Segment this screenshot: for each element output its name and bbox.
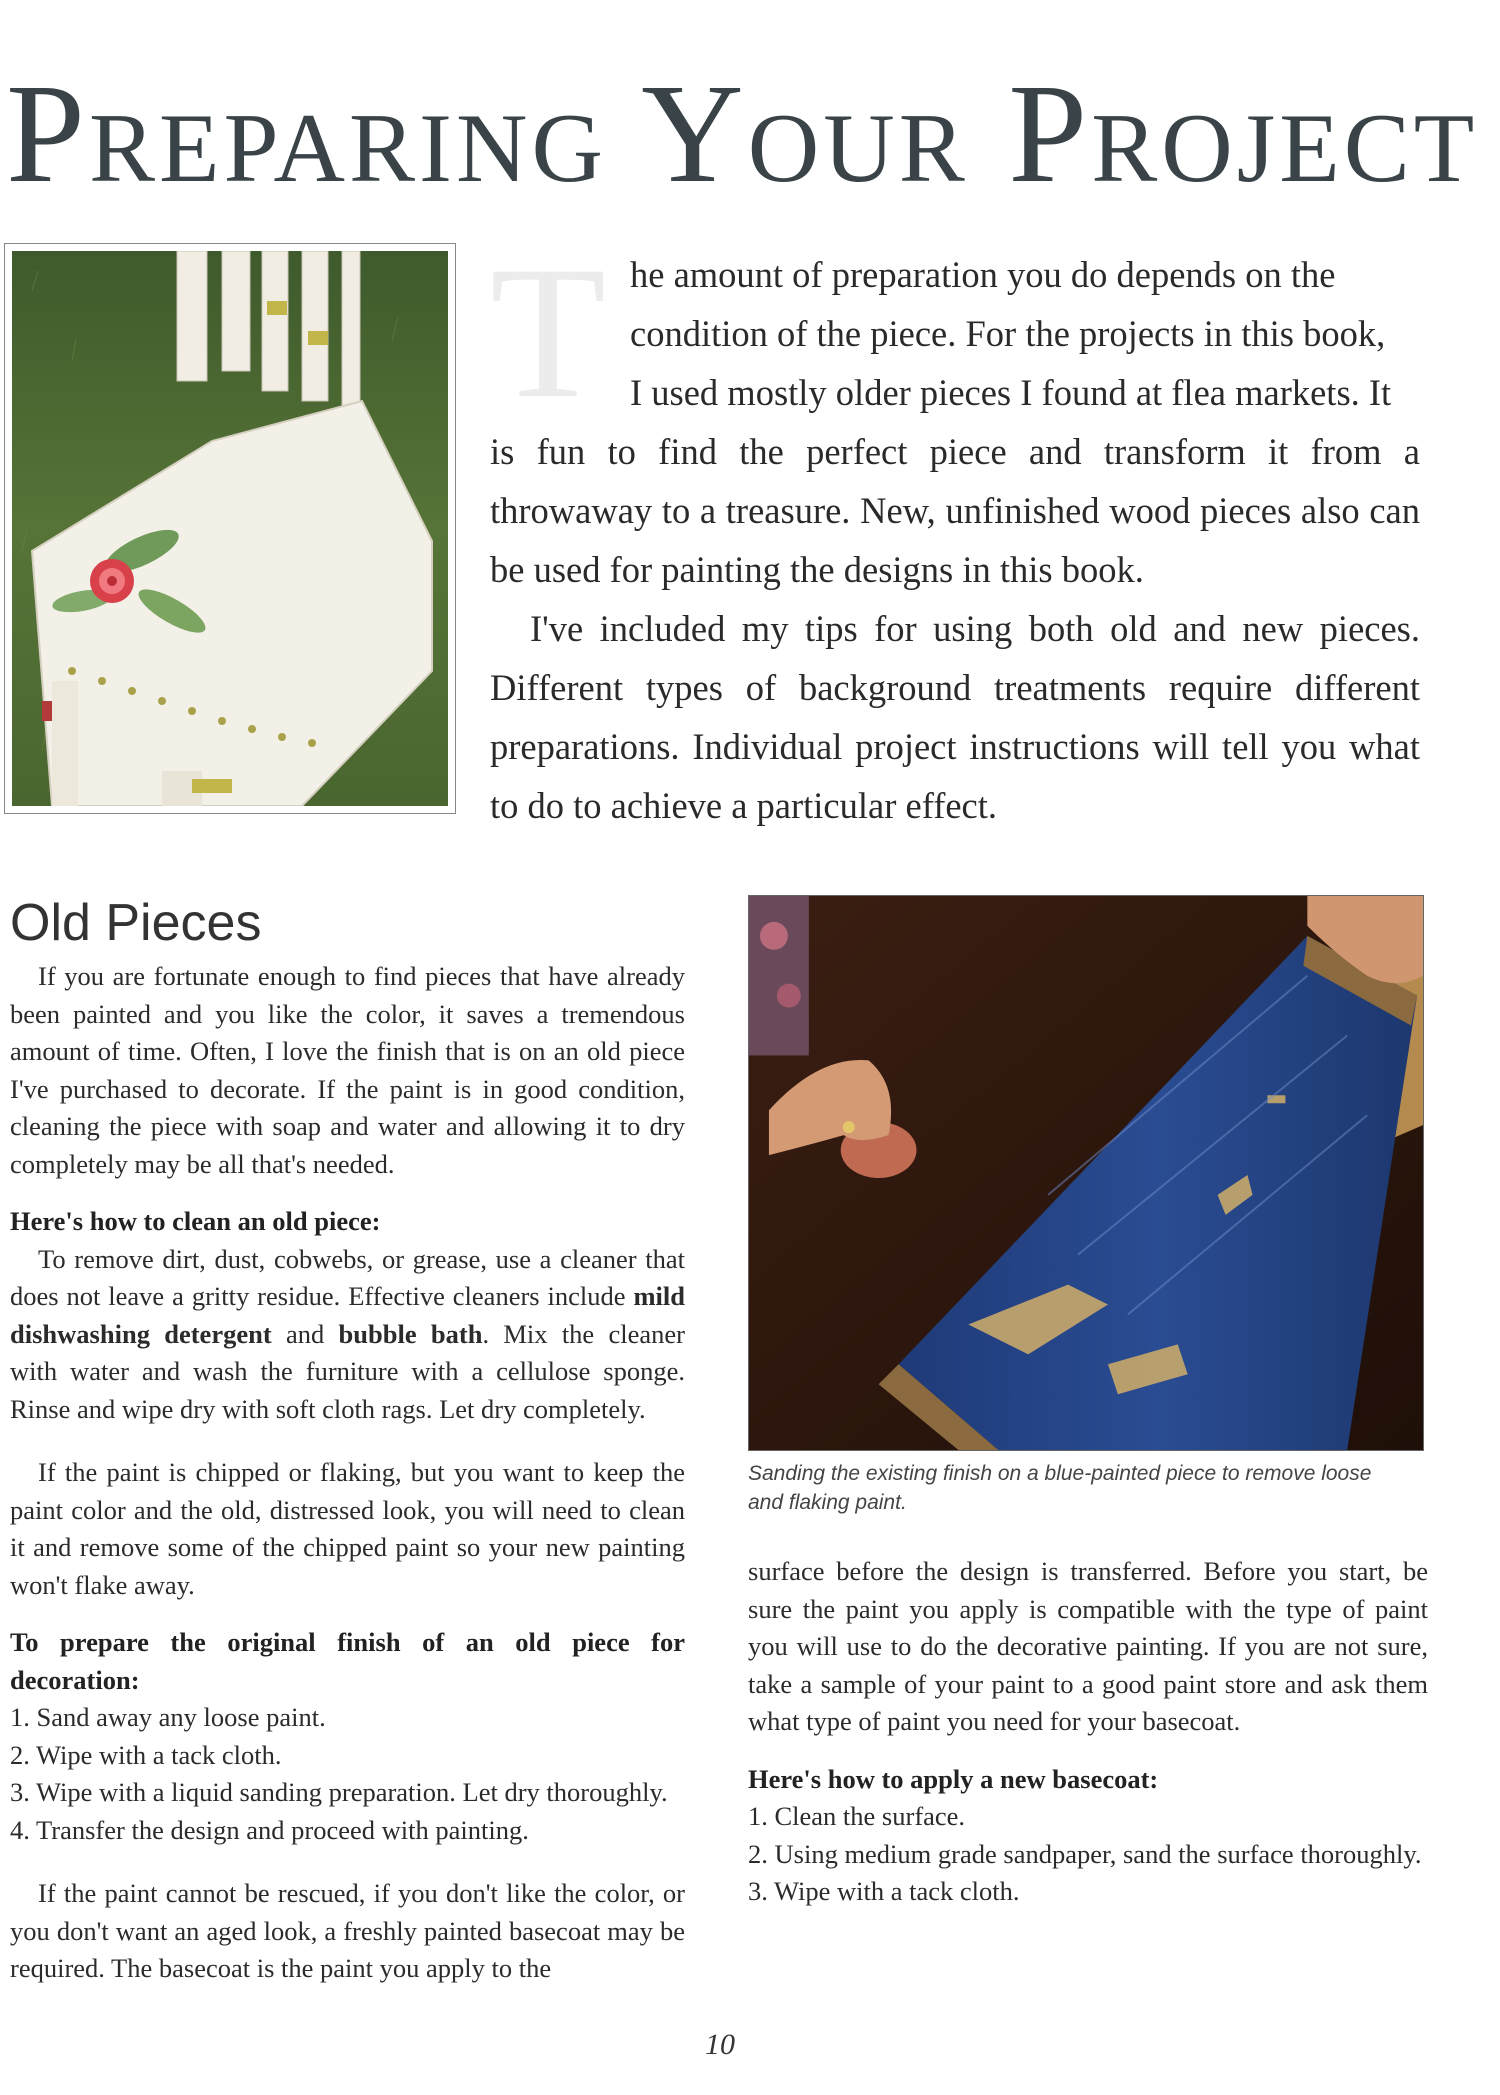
list-item: 4. Transfer the design and proceed with painting.	[10, 1814, 529, 1845]
sanding-photo	[748, 895, 1424, 1451]
old-pieces-paragraph-1: If you are fortunate enough to find pieces that have already been painted and you like the color, it saves a tremendous amount of time. Often, I love the finish that is on an old piece I've purchased to decorate. If the paint is in good condition, cleaning the piece with soap and water and allowing it to dry completely may be all that's needed.	[10, 961, 685, 1179]
old-pieces-paragraph-5: If the paint cannot be rescued, if you don't like the color, or you don't want an aged look, a freshly painted basecoat may be required. The basecoat is the paint you apply to the	[10, 1878, 685, 1984]
intro-line-3: I used mostly older pieces I found at flea markets. It	[630, 372, 1392, 413]
section-heading-old-pieces: Old Pieces	[10, 894, 262, 952]
intro-paragraph-2: I've included my tips for using both old and new pieces. Different types of background treatments require different preparations. Individual project instructions will tell you what to do to achieve a particular effect.	[490, 608, 1420, 826]
list-item: 2. Wipe with a tack cloth.	[10, 1739, 282, 1770]
clean-heading: Here's how to clean an old piece:	[10, 1206, 381, 1237]
intro-line-1: he amount of preparation you do depends on the	[630, 254, 1336, 295]
prepare-heading: To prepare the original finish of an old piece for decoration:	[10, 1627, 685, 1695]
bold-bubble-bath: bubble bath	[338, 1318, 483, 1349]
list-item: 2. Using medium grade sandpaper, sand the surface thoroughly.	[748, 1838, 1422, 1869]
clean-paragraph: To remove dirt, dust, cobwebs, or grease, use a cleaner that does not leave a gritty residue. Effective cleaners include mild dishwashing detergent and bubble bath. Mix the cleaner with water and wash the furniture with a cellulose sponge. Rinse and wipe dry with soft cloth rags. Let dry completely.	[10, 1243, 686, 1424]
list-item: 1. Sand away any loose paint.	[10, 1702, 326, 1733]
page-number: 10	[705, 2028, 735, 2061]
basecoat-continued-paragraph: surface before the design is transferred. Before you start, be sure the paint you apply is compatible with the type of paint you will use to do the decorative painting. If you are not sure, take a sample of your paint to a good paint store and ask them what type of paint you need for your basecoat.	[748, 1556, 1428, 1736]
chair-photo	[4, 243, 456, 814]
intro-text	[490, 245, 1420, 835]
intro-paragraph-1-rest: is fun to find the perfect piece and transform it from a throwaway to a treasure. New, unfinished wood pieces also can be used for painting the designs in this book.	[490, 431, 1420, 590]
photo-caption: Sanding the existing finish on a blue-painted piece to remove loose and flaking paint.	[748, 1462, 1372, 1514]
basecoat-heading: Here's how to apply a new basecoat:	[748, 1763, 1159, 1794]
bold-dishwashing-detergent: mild dishwashing detergent	[10, 1281, 686, 1349]
drop-cap: T	[490, 228, 607, 438]
old-pieces-paragraph-3: If the paint is chipped or flaking, but you want to keep the paint color and the old, distressed look, you will need to clean it and remove some of the chipped paint so your new painting won't flake away.	[10, 1457, 685, 1600]
list-item: 3. Wipe with a liquid sanding preparation. Let dry thoroughly.	[10, 1777, 668, 1808]
basecoat-steps-list	[748, 1798, 1428, 1911]
old-pieces-section	[10, 895, 685, 1988]
right-column	[748, 895, 1428, 1911]
intro-line-2: condition of the piece. For the projects in this book,	[630, 313, 1386, 354]
list-item: 3. Wipe with a tack cloth.	[748, 1876, 1020, 1906]
prepare-steps-list	[10, 1699, 685, 1849]
painted-chair-image	[12, 251, 448, 806]
list-item: 1. Clean the surface.	[748, 1801, 966, 1831]
sanding-board-image	[749, 896, 1423, 1450]
page-title: Preparing Your Project	[6, 54, 1479, 212]
